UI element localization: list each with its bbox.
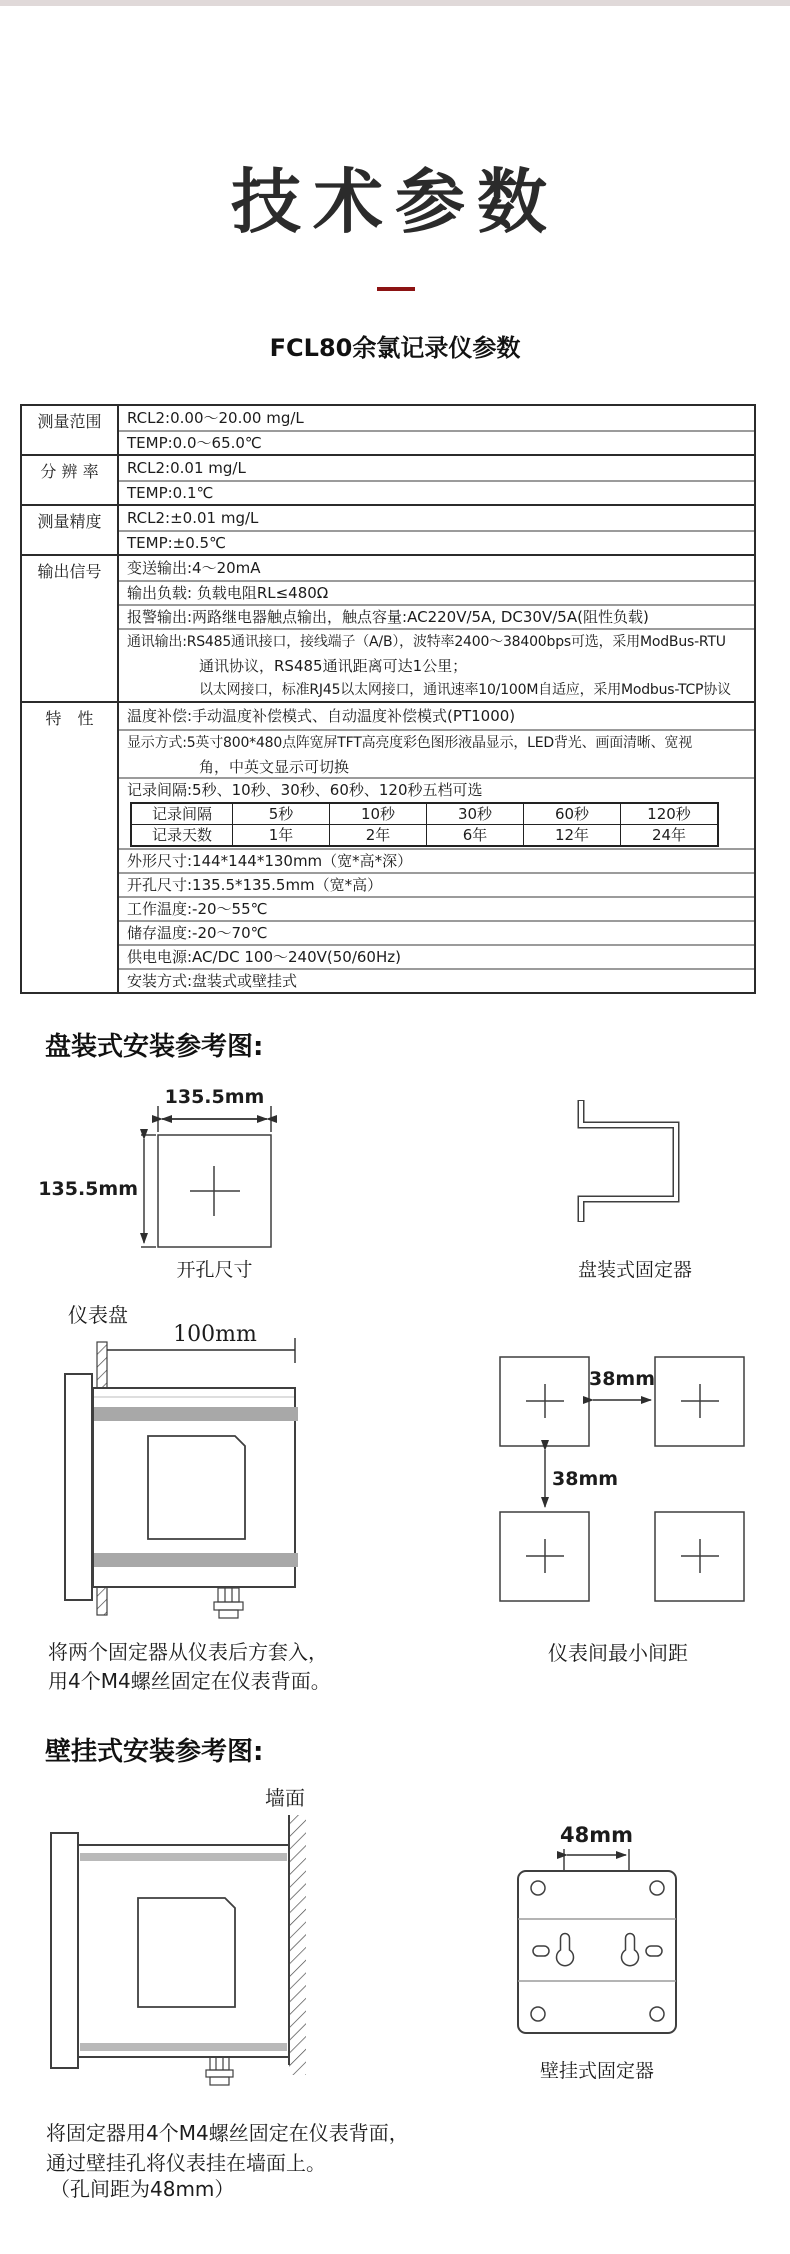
min-spacing-squares-drawing [500,1357,744,1601]
wall-device-side-drawing [51,1815,306,2085]
spec-value-row: 报警输出:两路继电器触点输出，触点容量:AC220V/5A, DC30V/5A(阻性负载) [119,604,754,628]
record-cell: 2年 [329,824,426,845]
hole-gap-dimension: 48mm [560,1823,633,1847]
wall-mount-section-heading: 壁挂式安装参考图: [45,1737,264,1767]
min-spacing-caption: 仪表间最小间距 [548,1641,688,1665]
wall-surface-label: 墙面 [265,1786,305,1810]
spec-value-row: 外形尺寸:144*144*130mm（宽*高*深） [119,848,754,872]
spec-value-row [119,729,754,777]
spec-value-row: 输出负载: 负载电阻RL≤480Ω [119,580,754,604]
record-cell: 1年 [232,824,329,845]
spec-value-row: TEMP:0.1℃ [119,480,754,504]
record-interval-table-row [119,802,754,848]
spec-value-row: 供电电源:AC/DC 100～240V(50/60Hz) [119,944,754,968]
spec-value-row: 储存温度:-20～70℃ [119,920,754,944]
wall-note-line1: 将固定器用4个M4螺丝固定在仪表背面， [46,2121,409,2145]
spec-group-label: 特 性 [22,703,119,992]
wall-note-line3: （孔间距为48mm） [50,2177,235,2201]
spec-value-row: 温度补偿:手动温度补偿模式、自动温度补偿模式(PT1000) [127,707,516,725]
panel-device-side-drawing [65,1338,298,1618]
page-title: 技术参数 [231,161,559,243]
panel-fixer-caption: 盘装式固定器 [577,1259,692,1281]
spec-value-row: 开孔尺寸:135.5*135.5mm（宽*高） [119,872,754,896]
spec-group-label: 测量范围 [22,406,119,454]
spec-value-row [119,628,754,701]
panel-note-line1: 将两个固定器从仪表后方套入， [48,1640,328,1664]
record-cell: 60秒 [523,804,620,824]
record-cell: 30秒 [426,804,523,824]
cutout-width-dimension: 135.5mm [164,1086,265,1108]
instrument-panel-label: 仪表盘 [68,1303,128,1327]
record-cell: 12年 [523,824,620,845]
spec-value-line: 以太网接口，标准RJ45以太网接口，通讯速率10/100M自适应，采用Modbus-TCP协议 [199,682,731,698]
record-cell: 6年 [426,824,523,845]
wall-fixer-plate-drawing [518,1849,676,2033]
wall-note-line2: 通过壁挂孔将仪表挂在墙面上。 [46,2151,326,2175]
spec-value-line: 显示方式:5英寸800*480点阵宽屏TFT高亮度彩色图形液晶显示，LED背光、画面清晰、宽视 [127,735,693,751]
spec-group-resolution [22,454,754,504]
record-cell: 记录间隔 [151,805,212,823]
spec-group-measure-range [22,406,754,454]
vertical-gap-dimension: 38mm [552,1468,619,1490]
horizontal-gap-dimension: 38mm [588,1368,656,1390]
panel-fixer-bracket-drawing [581,1100,676,1222]
cutout-height-dimension: 135.5mm [38,1178,138,1200]
page-subtitle: FCL80余氯记录仪参数 [269,334,521,362]
spec-value-row: TEMP:0.0～65.0℃ [119,430,754,454]
spec-value-line: 角，中英文显示可切换 [199,758,350,776]
spec-value-row: RCL2:±0.01 mg/L [127,509,259,527]
record-cell: 24年 [620,824,717,845]
cutout-square-drawing [141,1106,271,1247]
spec-group-accuracy [22,504,754,554]
page-top-divider [0,0,790,6]
title-underline [377,287,415,291]
record-cell: 120秒 [620,804,717,824]
spec-value-row: 安装方式:盘装式或壁挂式 [119,968,754,992]
spec-value-row: 变送输出:4～20mA [127,559,261,577]
spec-value-line: 通讯输出:RS485通讯接口，接线端子（A/B），波特率2400～38400bps可选，采用ModBus-RTU [127,634,726,650]
spec-value-row: TEMP:±0.5℃ [119,530,754,554]
record-cell: 10秒 [329,804,426,824]
spec-value-line: 通讯协议，RS485通讯距离可达1公里； [199,657,468,675]
spec-group-label: 输出信号 [22,556,119,701]
wall-fixer-caption: 壁挂式固定器 [539,2060,654,2082]
spec-value-row: 工作温度:-20～55℃ [119,896,754,920]
record-interval-table [130,802,719,847]
depth-dimension: 100mm [173,1322,257,1347]
record-cell: 5秒 [232,804,329,824]
spec-group-features [22,701,754,992]
cutout-caption: 开孔尺寸 [176,1259,253,1281]
spec-value-row: RCL2:0.01 mg/L [127,459,246,477]
panel-mount-section-heading: 盘装式安装参考图: [45,1032,264,1062]
spec-group-output-signal [22,554,754,701]
record-cell: 记录天数 [132,824,232,845]
spec-group-label: 测量精度 [22,506,119,554]
spec-group-label: 分 辨 率 [22,456,119,504]
panel-note-line2: 用4个M4螺丝固定在仪表背面。 [48,1669,331,1693]
spec-table [20,404,756,994]
spec-value-row: 记录间隔:5秒、10秒、30秒、60秒、120秒五档可选 [119,777,754,801]
spec-value-row: RCL2:0.00～20.00 mg/L [127,409,304,427]
